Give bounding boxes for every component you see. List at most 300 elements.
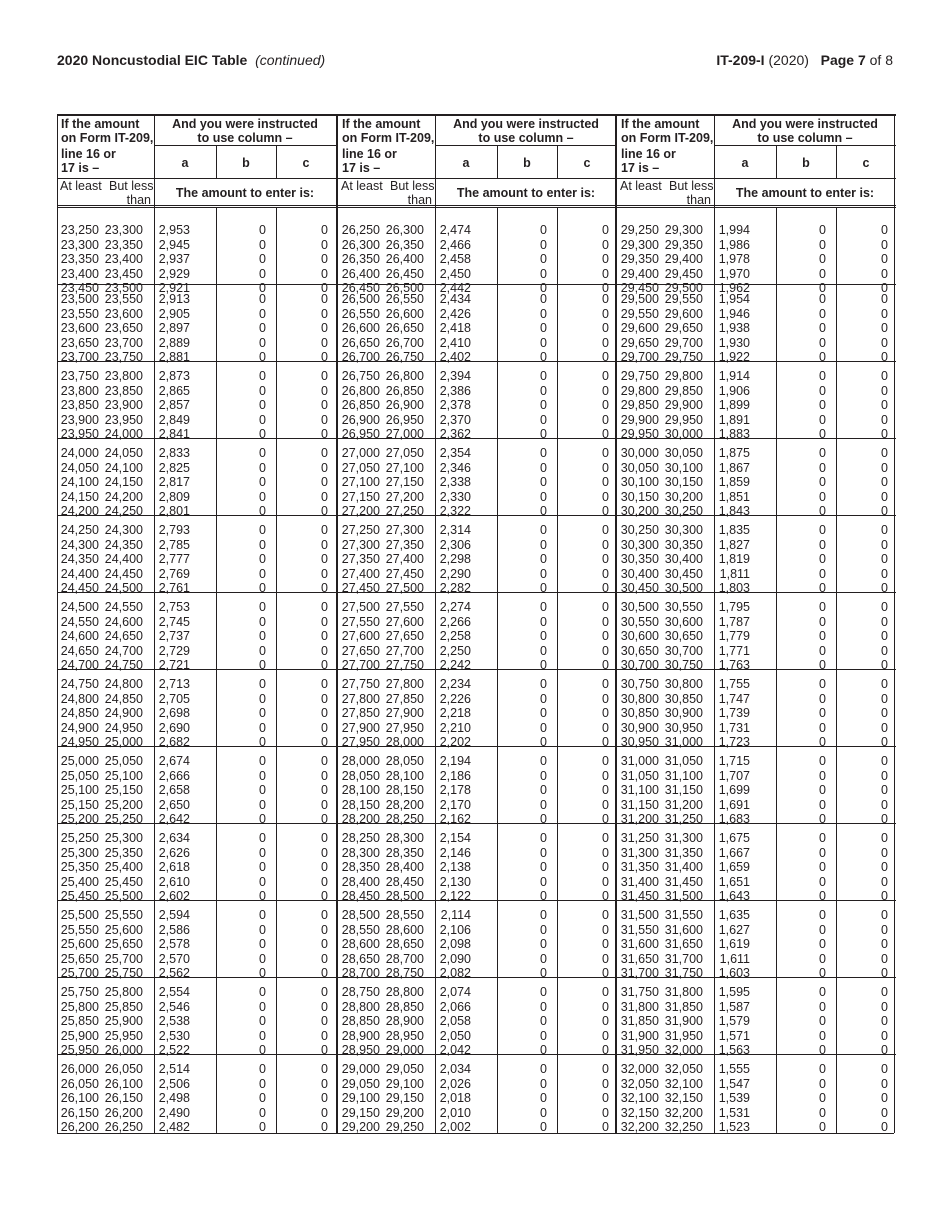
column-a-value: 2,210 <box>439 720 471 735</box>
column-a-value: 1,986 <box>718 237 750 252</box>
column-b-value: 0 <box>259 489 266 504</box>
column-b-value: 0 <box>819 658 826 672</box>
at-least-value: 26,850 <box>341 398 380 412</box>
column-a-value: 2,394 <box>439 369 471 383</box>
but-less-value: 32,050 <box>664 1062 703 1076</box>
column-c-value: 0 <box>602 860 609 874</box>
column-c-value: 0 <box>321 677 328 691</box>
but-less-value: 26,250 <box>104 1120 143 1134</box>
but-less-value: 24,400 <box>104 552 143 566</box>
column-c-value: 0 <box>321 398 328 412</box>
at-least-value: 31,300 <box>620 845 659 860</box>
but-less-value: 28,200 <box>385 797 424 812</box>
but-less-value: 29,250 <box>385 1120 424 1134</box>
but-less-value: 28,450 <box>385 874 424 889</box>
column-a-value: 2,474 <box>439 223 471 237</box>
but-less-value: 29,000 <box>385 1043 424 1057</box>
but-less-value: 27,550 <box>385 600 424 614</box>
but-less-value: 24,000 <box>104 427 143 441</box>
column-b-value: 0 <box>819 754 826 768</box>
at-least-value: 25,500 <box>60 908 99 922</box>
but-less-value: 28,750 <box>385 966 424 980</box>
column-divider <box>836 207 837 1133</box>
column-b-value: 0 <box>259 281 266 295</box>
column-a-value: 1,587 <box>718 999 750 1014</box>
but-less-value: 29,600 <box>664 306 703 321</box>
column-b-value: 0 <box>540 306 547 321</box>
column-c-value: 0 <box>602 223 609 237</box>
column-a-value: 2,538 <box>158 1014 190 1028</box>
group-rule <box>338 669 617 670</box>
but-less-value: 25,900 <box>104 1014 143 1028</box>
column-a-value: 2,841 <box>158 427 190 441</box>
group-rule <box>338 438 617 439</box>
column-c-value: 0 <box>321 999 328 1014</box>
but-less-value: 29,500 <box>664 281 703 295</box>
column-c-value: 0 <box>602 552 609 566</box>
but-less-value: 31,700 <box>664 951 703 966</box>
column-c-value: 0 <box>881 581 888 595</box>
column-c-value: 0 <box>321 581 328 595</box>
but-less-value: 26,150 <box>104 1091 143 1105</box>
column-a-value: 2,745 <box>158 614 190 629</box>
column-b-value: 0 <box>819 720 826 735</box>
header-bottom-rule <box>57 205 336 206</box>
column-b-value: 0 <box>259 552 266 566</box>
column-b-value: 0 <box>540 797 547 812</box>
at-least-value: 26,350 <box>341 252 380 266</box>
column-a-value: 1,747 <box>718 691 750 706</box>
but-less-value: 25,500 <box>104 889 143 903</box>
column-a-value: 2,386 <box>439 383 471 398</box>
column-b-value: 0 <box>259 252 266 266</box>
at-least-value: 28,800 <box>341 999 380 1014</box>
column-a-value: 2,729 <box>158 643 190 658</box>
column-a-value: 2,314 <box>439 523 471 537</box>
column-a-value: 2,154 <box>439 831 471 845</box>
column-c-value: 0 <box>602 369 609 383</box>
but-less-value: 31,050 <box>664 754 703 768</box>
but-less-value: 23,750 <box>104 350 143 364</box>
at-least-value: 23,950 <box>60 427 99 441</box>
column-b-value: 0 <box>819 643 826 658</box>
column-b-value: 0 <box>819 797 826 812</box>
at-least-value: 24,150 <box>60 489 99 504</box>
column-a-value: 2,498 <box>158 1091 190 1105</box>
than-label: than <box>126 193 151 207</box>
column-b-value: 0 <box>259 398 266 412</box>
column-c-value: 0 <box>321 783 328 797</box>
column-b-value: 0 <box>819 489 826 504</box>
at-least-value: 27,450 <box>341 581 380 595</box>
column-a-value: 2,865 <box>158 383 190 398</box>
column-b-value: 0 <box>259 460 266 475</box>
column-a-value: 2,634 <box>158 831 190 845</box>
at-least-value: 25,350 <box>60 860 99 874</box>
column-c-value: 0 <box>602 460 609 475</box>
column-c-value: 0 <box>881 1105 888 1120</box>
column-c-value: 0 <box>881 281 888 295</box>
at-least-value: 31,450 <box>620 889 659 903</box>
column-b-value: 0 <box>540 999 547 1014</box>
but-less-value: 29,450 <box>664 266 703 281</box>
but-less-value: 23,800 <box>104 369 143 383</box>
column-a-value: 2,306 <box>439 537 471 552</box>
column-b-value: 0 <box>540 504 547 518</box>
column-a-value: 1,771 <box>718 643 750 658</box>
at-least-value: 25,200 <box>60 812 99 826</box>
column-c-value: 0 <box>602 720 609 735</box>
column-b-value: 0 <box>540 1062 547 1076</box>
column-b-value: 0 <box>540 335 547 350</box>
column-b-value: 0 <box>819 369 826 383</box>
column-c-value: 0 <box>881 831 888 845</box>
column-b-value: 0 <box>819 874 826 889</box>
at-least-value: 27,550 <box>341 614 380 629</box>
group-rule <box>617 361 896 362</box>
column-a-value: 2,913 <box>158 292 190 306</box>
at-least-value: 31,500 <box>620 908 659 922</box>
column-b-value: 0 <box>819 427 826 441</box>
subheader-rule <box>154 145 336 146</box>
but-less-value: 24,600 <box>104 614 143 629</box>
column-c-value: 0 <box>881 566 888 581</box>
at-least-value: 27,000 <box>341 446 380 460</box>
at-least-value: 27,600 <box>341 629 380 643</box>
column-c-value: 0 <box>602 999 609 1014</box>
column-a-value: 2,570 <box>158 951 190 966</box>
column-b-value: 0 <box>819 223 826 237</box>
at-least-value: 30,850 <box>620 706 659 720</box>
table-top-rule <box>338 114 617 116</box>
column-a-value: 2,666 <box>158 768 190 783</box>
column-b-value: 0 <box>819 889 826 903</box>
column-c-value: 0 <box>881 735 888 749</box>
column-c-value: 0 <box>321 845 328 860</box>
column-b-value: 0 <box>259 1120 266 1134</box>
column-a-value: 1,827 <box>718 537 750 552</box>
column-a-value: 2,226 <box>439 691 471 706</box>
amount-header-line2: on Form IT-209, <box>621 131 714 145</box>
column-c-value: 0 <box>321 691 328 706</box>
column-c-value: 0 <box>881 797 888 812</box>
but-less-value: 25,700 <box>104 951 143 966</box>
column-c-value: 0 <box>602 335 609 350</box>
but-less-value: 31,550 <box>664 908 703 922</box>
column-c-value: 0 <box>602 537 609 552</box>
column-b-value: 0 <box>819 446 826 460</box>
column-c-value: 0 <box>321 768 328 783</box>
column-c-value: 0 <box>881 889 888 903</box>
at-least-value: 31,350 <box>620 860 659 874</box>
column-c-value: 0 <box>602 600 609 614</box>
column-c-value: 0 <box>602 252 609 266</box>
but-less-value: 31,250 <box>664 812 703 826</box>
column-c-value: 0 <box>602 281 609 295</box>
group-rule <box>617 515 896 516</box>
column-a-value: 2,426 <box>439 306 471 321</box>
column-a-value: 2,202 <box>439 735 471 749</box>
at-least-value: 25,400 <box>60 874 99 889</box>
at-least-value: 24,050 <box>60 460 99 475</box>
column-b-value: 0 <box>819 614 826 629</box>
column-a-value: 1,635 <box>718 908 750 922</box>
column-c-value: 0 <box>881 237 888 252</box>
column-a-value: 2,066 <box>439 999 471 1014</box>
column-divider <box>216 207 217 1133</box>
column-c-value: 0 <box>881 658 888 672</box>
column-b-value: 0 <box>540 614 547 629</box>
column-c-value: 0 <box>881 600 888 614</box>
column-a-value: 2,737 <box>158 629 190 643</box>
at-least-value: 31,700 <box>620 966 659 980</box>
column-c-value: 0 <box>321 643 328 658</box>
column-b-value: 0 <box>259 797 266 812</box>
column-b-value: 0 <box>819 1120 826 1134</box>
column-a-value: 1,954 <box>718 292 750 306</box>
amount-header-line4: 17 is – <box>621 161 660 175</box>
column-a-value: 2,354 <box>439 446 471 460</box>
column-a-value: 1,851 <box>718 489 750 504</box>
column-c-value: 0 <box>321 874 328 889</box>
at-least-value: 29,600 <box>620 321 659 335</box>
at-least-value: 28,850 <box>341 1014 380 1028</box>
column-a-value: 2,833 <box>158 446 190 460</box>
column-a-value: 2,522 <box>158 1043 190 1057</box>
at-least-value: 26,300 <box>341 237 380 252</box>
column-b-value: 0 <box>819 306 826 321</box>
group-rule <box>617 977 896 978</box>
at-least-value: 31,100 <box>620 783 659 797</box>
column-c-value: 0 <box>321 966 328 980</box>
column-b-value: 0 <box>259 999 266 1014</box>
column-b-value: 0 <box>259 446 266 460</box>
but-less-value: 30,350 <box>664 537 703 552</box>
column-a-value: 1,867 <box>718 460 750 475</box>
but-less-value: 23,550 <box>104 292 143 306</box>
group-rule <box>617 823 896 824</box>
but-less-value: 28,900 <box>385 1014 424 1028</box>
but-less-value: 25,450 <box>104 874 143 889</box>
column-a-value: 1,899 <box>718 398 750 412</box>
group-rule <box>57 669 336 670</box>
group-rule <box>338 1054 617 1055</box>
column-b-value: 0 <box>259 922 266 937</box>
amount-header-line1: If the amount <box>621 117 700 131</box>
column-c-value: 0 <box>321 1105 328 1120</box>
but-less-value: 25,000 <box>104 735 143 749</box>
column-b-value: 0 <box>540 908 547 922</box>
amount-header-line2: on Form IT-209, <box>342 131 435 145</box>
but-less-value: 24,350 <box>104 537 143 552</box>
column-a-value: 2,082 <box>439 966 471 980</box>
column-c-header: c <box>302 156 310 170</box>
column-a-value: 1,715 <box>718 754 750 768</box>
but-less-value: 24,900 <box>104 706 143 720</box>
column-c-value: 0 <box>602 1062 609 1076</box>
column-a-value: 1,779 <box>718 629 750 643</box>
column-c-value: 0 <box>881 1028 888 1043</box>
column-a-value: 2,098 <box>439 937 471 951</box>
at-least-value: 29,700 <box>620 350 659 364</box>
at-least-value: 26,600 <box>341 321 380 335</box>
column-a-value: 2,378 <box>439 398 471 412</box>
but-less-value: 26,450 <box>385 266 424 281</box>
but-less-value: 23,450 <box>104 266 143 281</box>
column-b-value: 0 <box>259 1028 266 1043</box>
column-b-value: 0 <box>259 768 266 783</box>
column-a-value: 2,674 <box>158 754 190 768</box>
at-least-value: 25,100 <box>60 783 99 797</box>
column-b-value: 0 <box>540 489 547 504</box>
at-least-value: 28,900 <box>341 1028 380 1043</box>
column-a-value: 2,138 <box>439 860 471 874</box>
but-less-value: 27,850 <box>385 691 424 706</box>
at-least-value: 31,950 <box>620 1043 659 1057</box>
column-b-value: 0 <box>259 966 266 980</box>
at-least-value: 23,300 <box>60 237 99 252</box>
column-c-value: 0 <box>321 614 328 629</box>
column-b-header: b <box>523 156 531 170</box>
at-least-value: 31,150 <box>620 797 659 812</box>
column-c-value: 0 <box>602 1014 609 1028</box>
column-a-value: 2,114 <box>440 908 471 922</box>
column-b-value: 0 <box>259 427 266 441</box>
but-less-value: 25,750 <box>104 966 143 980</box>
column-c-value: 0 <box>602 908 609 922</box>
column-a-value: 1,547 <box>718 1076 750 1091</box>
column-c-value: 0 <box>321 922 328 937</box>
column-c-value: 0 <box>321 460 328 475</box>
column-b-value: 0 <box>540 889 547 903</box>
at-least-value: 24,750 <box>60 677 99 691</box>
column-c-value: 0 <box>321 720 328 735</box>
column-a-value: 1,978 <box>718 252 750 266</box>
at-least-value: 24,450 <box>60 581 99 595</box>
column-c-value: 0 <box>602 783 609 797</box>
column-c-value: 0 <box>881 489 888 504</box>
but-less-value: 32,150 <box>664 1091 703 1105</box>
column-a-value: 2,042 <box>439 1043 471 1057</box>
at-least-value: 25,750 <box>60 985 99 999</box>
column-a-value: 1,595 <box>718 985 750 999</box>
at-least-value: 30,550 <box>620 614 659 629</box>
at-least-value: 29,800 <box>620 383 659 398</box>
at-least-value: 23,250 <box>60 223 99 237</box>
at-least-value: 32,200 <box>620 1120 659 1134</box>
column-b-value: 0 <box>819 1014 826 1028</box>
column-c-value: 0 <box>881 985 888 999</box>
column-a-value: 2,370 <box>439 412 471 427</box>
at-least-value: 29,350 <box>620 252 659 266</box>
but-less-value: 30,200 <box>664 489 703 504</box>
column-c-value: 0 <box>602 306 609 321</box>
column-c-value: 0 <box>602 966 609 980</box>
but-less-value: 29,150 <box>385 1091 424 1105</box>
group-rule <box>57 900 336 901</box>
column-c-value: 0 <box>881 783 888 797</box>
at-least-value: 30,650 <box>620 643 659 658</box>
but-less-value: 24,700 <box>104 643 143 658</box>
at-least-value: 30,050 <box>620 460 659 475</box>
at-least-value: 32,000 <box>620 1062 659 1076</box>
column-b-value: 0 <box>540 281 547 295</box>
column-c-value: 0 <box>881 937 888 951</box>
at-least-value: 30,150 <box>620 489 659 504</box>
column-a-value: 2,450 <box>439 266 471 281</box>
column-b-value: 0 <box>819 398 826 412</box>
but-less-value: 28,350 <box>385 845 424 860</box>
but-less-value: 26,850 <box>385 383 424 398</box>
column-b-value: 0 <box>540 677 547 691</box>
column-a-value: 2,626 <box>158 845 190 860</box>
column-c-value: 0 <box>321 537 328 552</box>
column-c-value: 0 <box>321 658 328 672</box>
but-less-value: 25,300 <box>104 831 143 845</box>
column-c-value: 0 <box>321 321 328 335</box>
column-a-value: 2,921 <box>158 281 190 295</box>
group-rule <box>338 900 617 901</box>
but-less-value: 30,250 <box>664 504 703 518</box>
at-least-value: 25,700 <box>60 966 99 980</box>
column-a-value: 2,490 <box>158 1105 190 1120</box>
column-b-value: 0 <box>540 1014 547 1028</box>
column-c-value: 0 <box>881 1076 888 1091</box>
but-less-value: 27,700 <box>385 643 424 658</box>
at-least-value: 31,400 <box>620 874 659 889</box>
column-b-value: 0 <box>819 966 826 980</box>
instructed-header-line1: And you were instructed <box>732 117 878 131</box>
column-a-value: 2,018 <box>439 1091 471 1105</box>
column-b-value: 0 <box>819 321 826 335</box>
at-least-value: 30,800 <box>620 691 659 706</box>
column-b-value: 0 <box>540 252 547 266</box>
at-least-value: 26,250 <box>341 223 380 237</box>
at-least-value: 28,550 <box>341 922 380 937</box>
but-less-value: 29,950 <box>664 412 703 427</box>
at-least-value: 30,450 <box>620 581 659 595</box>
but-less-value: 24,450 <box>104 566 143 581</box>
column-c-value: 0 <box>602 677 609 691</box>
at-least-value: 28,050 <box>341 768 380 783</box>
at-least-value: 29,100 <box>341 1091 380 1105</box>
column-divider <box>276 207 277 1133</box>
column-c-value: 0 <box>321 446 328 460</box>
column-b-value: 0 <box>540 475 547 489</box>
at-least-value: 24,650 <box>60 643 99 658</box>
continued-text: (continued) <box>255 52 326 68</box>
at-least-value: 31,200 <box>620 812 659 826</box>
column-c-value: 0 <box>881 446 888 460</box>
column-a-value: 2,274 <box>439 600 471 614</box>
at-least-value: 28,350 <box>341 860 380 874</box>
at-least-value: 24,800 <box>60 691 99 706</box>
column-b-value: 0 <box>819 812 826 826</box>
page-total: of 8 <box>869 52 893 68</box>
column-b-value: 0 <box>540 237 547 252</box>
column-b-value: 0 <box>819 1091 826 1105</box>
header-bottom-rule <box>617 205 896 206</box>
column-c-value: 0 <box>881 845 888 860</box>
column-c-value: 0 <box>321 504 328 518</box>
column-b-value: 0 <box>819 335 826 350</box>
but-less-value: 30,650 <box>664 629 703 643</box>
column-b-value: 0 <box>819 1028 826 1043</box>
but-less-value: 26,200 <box>104 1105 143 1120</box>
at-least-value: 24,350 <box>60 552 99 566</box>
column-a-value: 2,530 <box>158 1028 190 1043</box>
column-a-value: 1,691 <box>718 797 750 812</box>
